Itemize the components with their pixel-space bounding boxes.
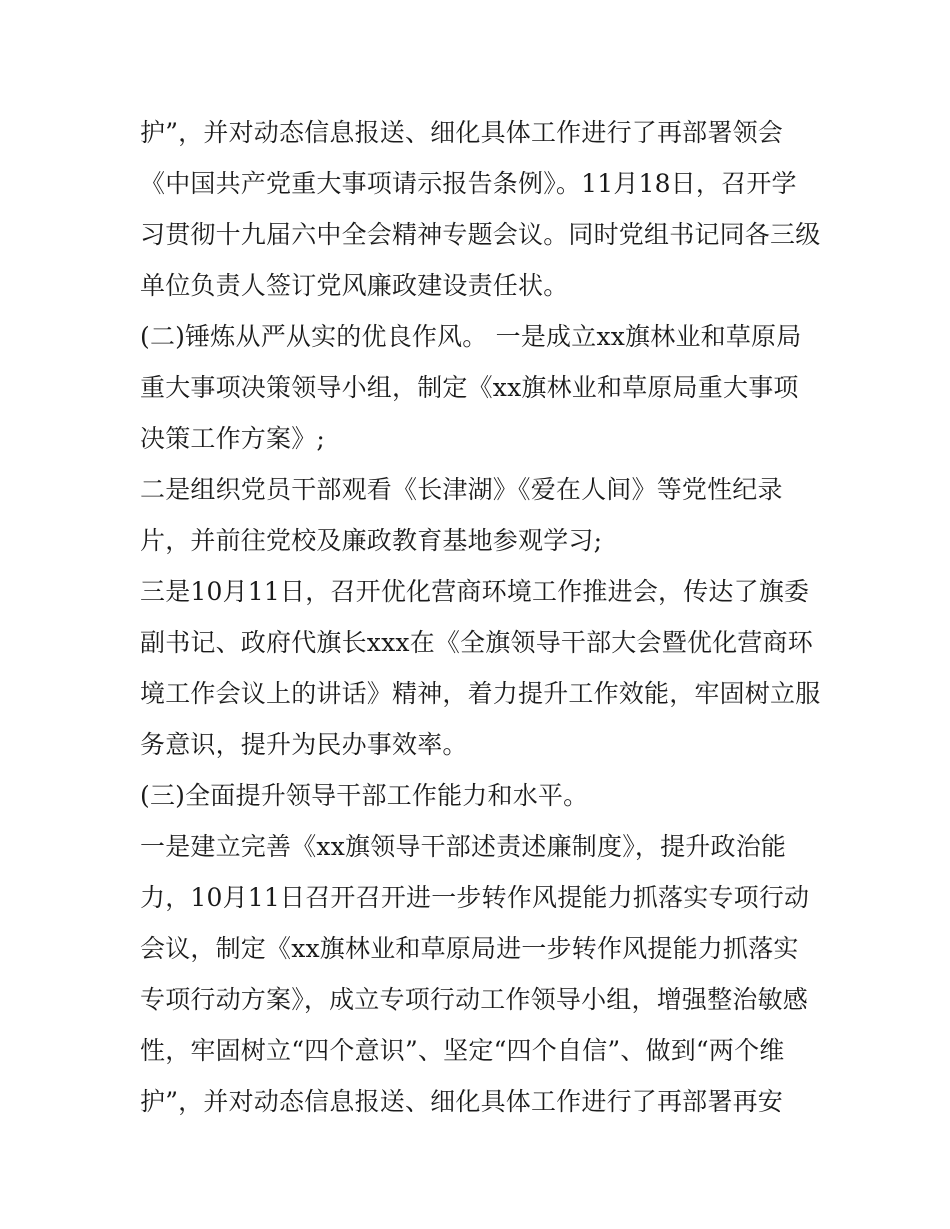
section-heading-3: (三)全面提升领导干部工作能力和水平。 bbox=[140, 781, 589, 810]
text-line: 护”，并对动态信息报送、细化具体工作进行了再部署再安 bbox=[140, 1087, 783, 1116]
text-line: 决策工作方案》; bbox=[140, 424, 326, 453]
text-line: 务意识，提升为民办事效率。 bbox=[140, 730, 468, 759]
text-line: 片，并前往党校及廉政教育基地参观学习; bbox=[140, 526, 603, 555]
text-line: 二是组织党员干部观看《长津湖》《爱在人间》等党性纪录 bbox=[140, 475, 783, 504]
text-line: 一是建立完善《xx旗领导干部述责述廉制度》，提升政治能 bbox=[140, 832, 787, 861]
text-line: 会议，制定《xx旗林业和草原局进一步转作风提能力抓落实 bbox=[140, 934, 799, 963]
text-line: 重大事项决策领导小组，制定《xx旗林业和草原局重大事项 bbox=[140, 373, 799, 402]
text-line: 《中国共产党重大事项请示报告条例》。11月18日，召开学 bbox=[140, 169, 797, 198]
text-line: 单位负责人签订党风廉政建设责任状。 bbox=[140, 271, 569, 300]
text-line: 境工作会议上的讲话》精神，着力提升工作效能，牢固树立服 bbox=[140, 679, 821, 708]
text-line: 三是10月11日，召开优化营商环境工作推进会，传达了旗委 bbox=[140, 577, 810, 606]
text-line: 护”，并对动态信息报送、细化具体工作进行了再部署领会 bbox=[140, 118, 783, 147]
text-line: 副书记、政府代旗长xxx在《全旗领导干部大会暨优化营商环 bbox=[140, 628, 813, 657]
text-line: 专项行动方案》，成立专项行动工作领导小组，增强整治敏感 bbox=[140, 985, 808, 1014]
text-line: 习贯彻十九届六中全会精神专题会议。同时党组书记同各三级 bbox=[140, 220, 821, 249]
text-line: 力，10月11日召开召开进一步转作风提能力抓落实专项行动 bbox=[140, 883, 810, 912]
document-body bbox=[140, 107, 830, 1127]
section-heading-2: (二)锤炼从严从实的优良作风。 一是成立xx旗林业和草原局 bbox=[140, 322, 802, 351]
text-line: 性，牢固树立“四个意识”、坚定“四个自信”、做到“两个维 bbox=[140, 1036, 785, 1065]
